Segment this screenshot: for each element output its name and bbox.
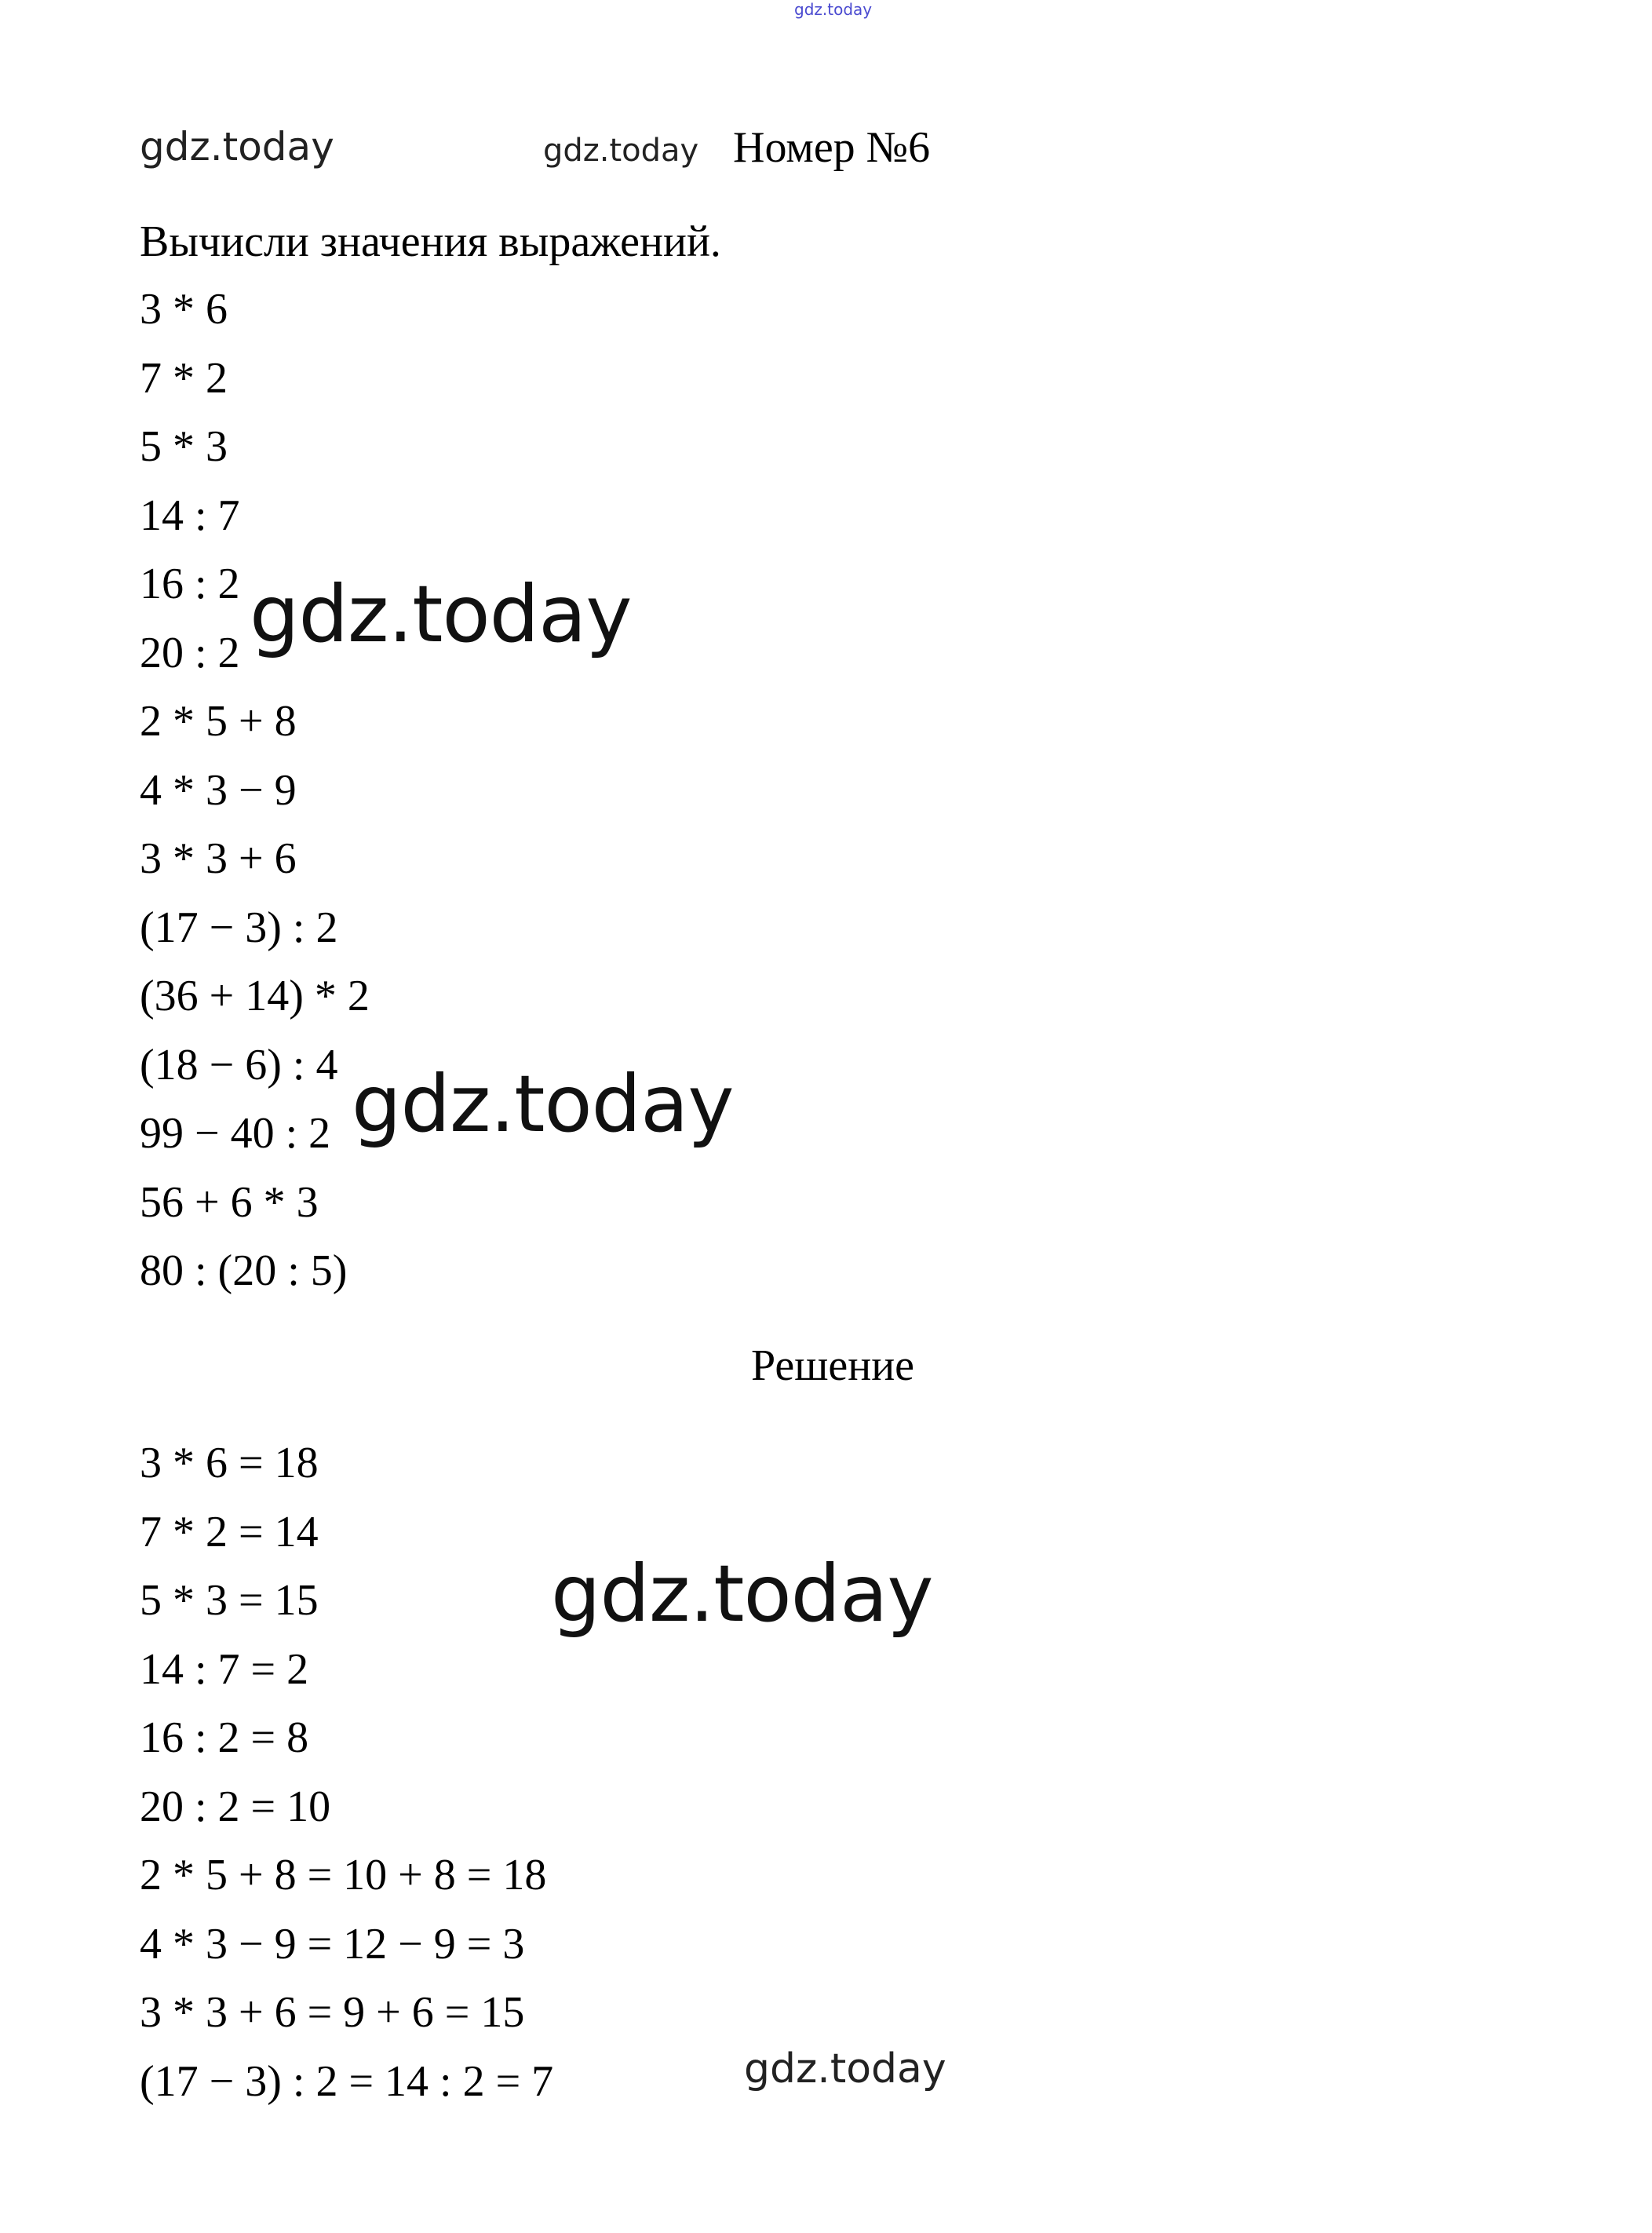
expression-item: 16 : 2: [140, 560, 240, 608]
expression-item: (36 + 14) * 2: [140, 972, 370, 1020]
page-title: Номер №6: [733, 123, 931, 172]
expression-item: 20 : 2: [140, 628, 240, 677]
task-text: Вычисли значения выражений.: [140, 217, 721, 266]
expression-item: 80 : (20 : 5): [140, 1246, 348, 1295]
watermark: gdz.today: [744, 2045, 946, 2093]
answer-item: 20 : 2 = 10: [140, 1782, 331, 1831]
watermark: gdz.today: [250, 568, 632, 660]
expression-item: 5 * 3: [140, 422, 228, 471]
expression-item: 3 * 6: [140, 285, 228, 334]
answer-item: 16 : 2 = 8: [140, 1713, 309, 1762]
expression-item: 7 * 2: [140, 353, 228, 403]
expression-list: [140, 286, 370, 1316]
answer-item: 5 * 3 = 15: [140, 1576, 319, 1625]
answer-item: 3 * 6 = 18: [140, 1439, 319, 1487]
expression-item: (17 − 3) : 2: [140, 903, 338, 952]
watermark: gdz.today: [543, 133, 699, 169]
expression-item: 14 : 7: [140, 491, 240, 540]
answer-item: 7 * 2 = 14: [140, 1507, 319, 1556]
answer-item: 2 * 5 + 8 = 10 + 8 = 18: [140, 1851, 547, 1899]
answer-item: (17 − 3) : 2 = 14 : 2 = 7: [140, 2056, 554, 2106]
answer-item: 3 * 3 + 6 = 9 + 6 = 15: [140, 1988, 525, 2037]
watermark: gdz.today: [352, 1058, 734, 1150]
expression-item: 56 + 6 * 3: [140, 1177, 319, 1227]
expression-item: 2 * 5 + 8: [140, 697, 297, 746]
answer-item: 14 : 7 = 2: [140, 1644, 309, 1694]
solution-heading: Решение: [751, 1341, 915, 1390]
watermark: gdz.today: [140, 124, 334, 170]
expression-item: 4 * 3 − 9: [140, 765, 297, 815]
expression-item: 99 − 40 : 2: [140, 1109, 331, 1158]
watermark-top: gdz.today: [794, 0, 873, 19]
expression-item: (18 − 6) : 4: [140, 1040, 338, 1089]
answer-list: [140, 1439, 553, 2126]
watermark: gdz.today: [551, 1548, 933, 1640]
expression-item: 3 * 3 + 6: [140, 834, 297, 883]
answer-item: 4 * 3 − 9 = 12 − 9 = 3: [140, 1919, 525, 1968]
